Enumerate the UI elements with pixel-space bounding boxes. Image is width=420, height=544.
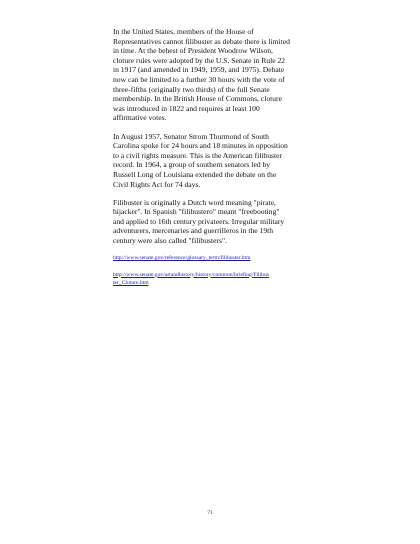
text-line: now can be limited to a further 30 hours with the vote of	[113, 74, 285, 84]
text-line: and applied to 16th century privateers. Irregular military	[113, 216, 285, 226]
text-line: adventurers, mercenaries and guerrilleros in the 19th	[113, 226, 274, 236]
text-line: Carolina spoke for 24 hours and 18 minutes in opposition	[113, 141, 288, 151]
text-line: in time. At the behest of President Woodrow Wilson,	[113, 46, 273, 56]
text-line: In August 1957, Senator Strom Thurmond of South	[113, 131, 269, 141]
text-line: Representatives cannot filibuster as debate there is limited	[113, 36, 290, 46]
text-line: Russell Long of Louisiana extended the debate on the	[113, 169, 277, 179]
text-line: century were also called "filibusters".	[113, 236, 227, 246]
text-line: membership. In the British House of Commons, cloture	[113, 94, 282, 104]
text-line: in 1917 (and amended in 1949, 1959, and 1975). Debate	[113, 65, 285, 75]
link-line[interactable]: http://www.senate.gov/artandhistory/history/common/briefing/Filibus	[113, 271, 269, 278]
link-line[interactable]: http://www.senate.gov/reference/glossary_term/filibuster.htm	[113, 255, 251, 262]
text-line: record. In 1964, a group of southern senators led by	[113, 160, 271, 170]
text-line: to a civil rights measure. This is the American filibuster	[113, 150, 282, 160]
text-line: Civil Rights Act for 74 days.	[113, 179, 201, 189]
text-line: was introduced in 1822 and requires at least 100	[113, 103, 260, 113]
link-line[interactable]: ter_Cloture.htm	[113, 280, 149, 287]
paragraph-etymology	[113, 198, 313, 246]
text-line: hijacker". In Spanish "filibustero" meant "freebooting"	[113, 207, 280, 217]
paragraph-cloture	[113, 27, 313, 123]
text-line: three-fifths (originally two thirds) of the full Senate	[113, 84, 270, 94]
page-body	[113, 27, 313, 295]
reference-link-glossary[interactable]	[113, 254, 313, 262]
paragraph-thurmond-record	[113, 132, 313, 190]
text-line: Filibuster is originally a Dutch word meaning "pirate,	[113, 197, 276, 207]
text-line: cloture rules were adopted by the U.S. Senate in Rule 22	[113, 55, 286, 65]
reference-link-briefing[interactable]	[113, 271, 313, 288]
text-line: affirmative votes.	[113, 113, 167, 123]
text-line: In the United States, members of the House of	[113, 27, 254, 36]
page-number: 71	[207, 510, 213, 516]
